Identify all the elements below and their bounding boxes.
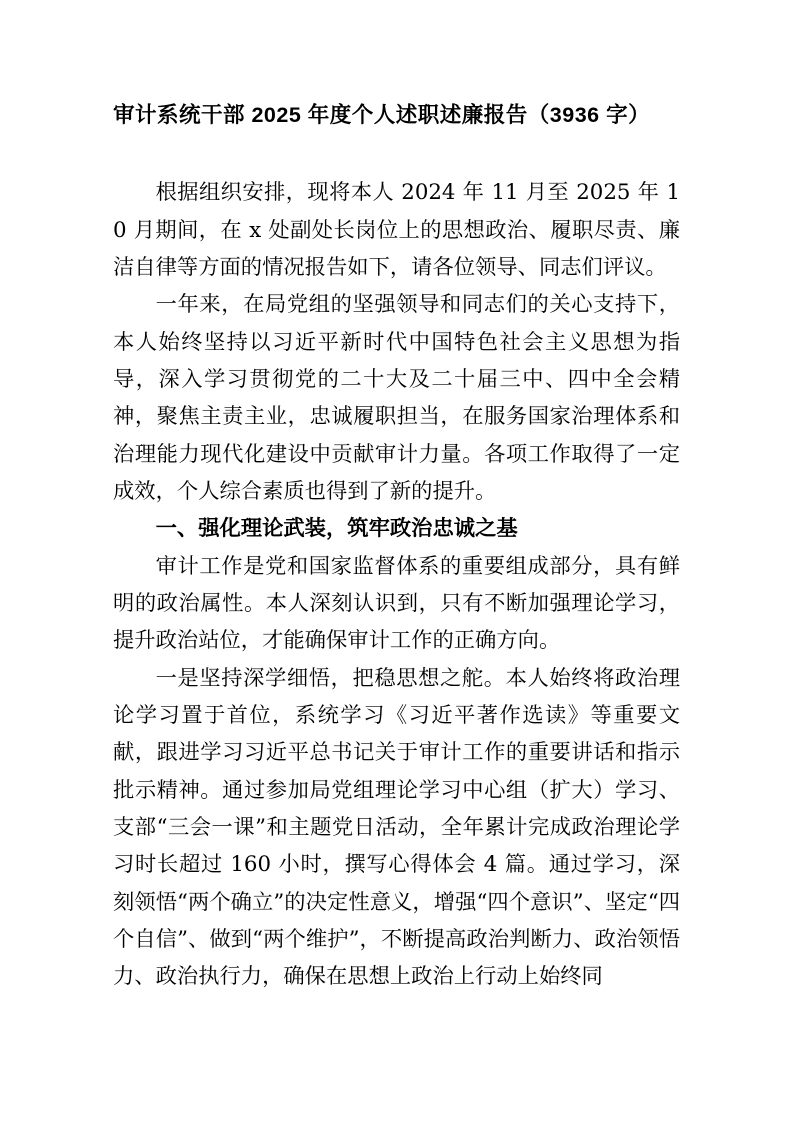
body-paragraph: 根据组织安排，现将本人 2024 年 11 月至 2025 年 10 月期间，在 x 处副处长岗位上的思想政治、履职尽责、廉洁自律等方面的情况报告如下，请各位领导、同志们评议。	[113, 180, 680, 280]
body-paragraph: 一年来，在局党组的坚强领导和同志们的关心支持下，本人始终坚持以习近平新时代中国特色社会主义思想为指导，深入学习贯彻党的二十大及二十届三中、四中全会精神，聚焦主责主业，忠诚履职担当，在服务国家治理体系和治理能力现代化建设中贡献审计力量。各项工作取得了一定成效，个人综合素质也得到了新的提升。	[113, 292, 680, 504]
section-heading: 一、强化理论武装，筑牢政治忠诚之基	[155, 516, 518, 541]
document-title: 审计系统干部 2025 年度个人述职述廉报告（3936 字）	[113, 103, 651, 127]
body-paragraph: 一是坚持深学细悟，把稳思想之舵。本人始终将政治理论学习置于首位，系统学习《习近平著作选读》等重要文献，跟进学习习近平总书记关于审计工作的重要讲话和指示批示精神。通过参加局党组理论学习中心组（扩大）学习、支部“三会一课”和主题党日活动，全年累计完成政治理论学习时长超过 160 小时，撰写心得体会 4 篇。通过学习，深刻领悟“两个确立”的决定性意义，增强“四个意识”、坚定“四个自信”、做到“两个维护”，不断提高政治判断力、政治领悟力、政治执行力，确保在思想上政治上行动上始终同	[113, 665, 680, 990]
document-body	[113, 174, 680, 995]
body-paragraph: 审计工作是党和国家监督体系的重要组成部分，具有鲜明的政治属性。本人深刻认识到，只有不断加强理论学习，提升政治站位，才能确保审计工作的正确方向。	[113, 553, 680, 654]
